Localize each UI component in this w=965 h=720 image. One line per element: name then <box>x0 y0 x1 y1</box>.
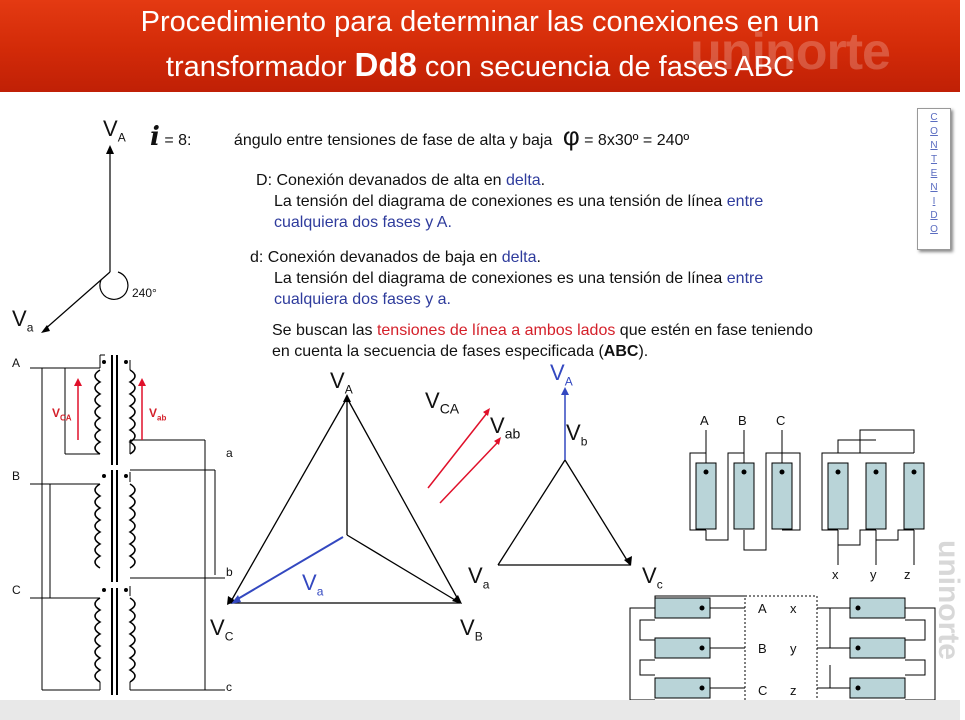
vca-red-arrow <box>428 413 487 488</box>
search-text: Se buscan las tensiones de línea a ambos lados que estén en fase teniendo en cuenta la secuencia de fases especificada (ABC). <box>272 322 813 360</box>
core-bottom-y: y <box>870 567 877 582</box>
vca-red-arrowhead <box>483 408 490 416</box>
lower-B: B <box>758 641 767 656</box>
core-coils <box>696 463 924 529</box>
delta-triangle <box>230 398 460 603</box>
vab-arrow-label: $V_{ab}$ <box>490 413 521 442</box>
lower-coils <box>655 598 905 698</box>
ref-va-upper-label: $V_A$ <box>103 116 126 145</box>
vab-coil-arrowhead <box>138 378 146 386</box>
star-va-label: $V_A$ <box>550 360 573 389</box>
phase-C-label: C <box>12 583 21 597</box>
vab-red-arrow <box>440 442 498 503</box>
triangle-vb-label: $V_B$ <box>460 615 483 644</box>
coil-dots <box>102 360 128 592</box>
core-top-A: A <box>700 413 709 428</box>
va-blue-phasor <box>236 537 343 600</box>
star-vc-label: $V_c$ <box>642 563 663 592</box>
side-watermark: uninorte <box>932 540 965 660</box>
delta-high-text: D: Conexión devanados de alta en delta. La tensión del diagrama de conexiones es una tensión de línea entre cualquiera dos fases y A. <box>256 172 764 231</box>
vca-coil-arrowhead <box>74 378 82 386</box>
dashed-box <box>745 596 817 704</box>
delta-low-text: d: Conexión devanados de baja en delta. La tensión del diagrama de conexiones es una tensión de línea entre cualquiera dos fases y a. <box>250 249 764 308</box>
phase-a-label: a <box>226 446 233 460</box>
vca-arrow-label: $V_{CA}$ <box>425 388 460 417</box>
core-top-B: B <box>738 413 747 428</box>
index-line: i = 8: ángulo entre tensiones de fase de alta y baja φ = 8x30º = 240º <box>150 121 690 152</box>
lower-x: x <box>790 601 797 616</box>
menu-letter: N <box>930 140 938 151</box>
title-bold-dd8: Dd8 <box>354 46 417 83</box>
star-diagram <box>498 460 630 565</box>
lower-z: z <box>790 683 797 698</box>
core-bottom-x: x <box>832 567 839 582</box>
phase-c-label: c <box>226 680 232 694</box>
triangle-vc-label: $V_C$ <box>210 615 234 644</box>
ref-va-lower-label: $V_a$ <box>12 306 34 335</box>
menu-letter: I <box>932 196 936 207</box>
menu-letter: D <box>930 210 938 221</box>
menu-letter: E <box>930 168 938 179</box>
reference-phasors <box>44 152 128 330</box>
title-line-1: Procedimiento para determinar las conexiones en un <box>140 6 820 38</box>
lower-C: C <box>758 683 768 698</box>
phi-symbol: φ <box>562 121 580 151</box>
core-top-C: C <box>776 413 786 428</box>
menu-letter: O <box>930 126 938 137</box>
triangle-va-label: $V_A$ <box>330 368 353 397</box>
triangle-va-blue-label: $V_a$ <box>302 570 324 599</box>
phase-A-label: A <box>12 356 21 370</box>
menu-letter: C <box>930 112 938 123</box>
uninorte-watermark: uninorte <box>690 23 890 81</box>
phase-b-label: b <box>226 565 233 579</box>
vab-coil-label: $V_{ab}$ <box>149 406 167 423</box>
menu-letter: T <box>930 154 938 165</box>
bottom-bar <box>0 700 960 720</box>
phase-B-label: B <box>12 469 21 483</box>
menu-letter: N <box>930 182 938 193</box>
i-symbol: i <box>150 122 160 152</box>
star-vb-label: $V_b$ <box>566 420 588 449</box>
vca-coil-label: $V_{CA}$ <box>52 406 72 423</box>
lower-A: A <box>758 601 767 616</box>
angle-label: 240° <box>132 286 157 300</box>
menu-letter: O <box>930 224 938 235</box>
core-bottom-z: z <box>904 567 911 582</box>
star-va-lower-label: $V_a$ <box>468 563 490 592</box>
title-line-2: transformador Dd8 con secuencia de fases ABC <box>165 46 795 83</box>
lower-y: y <box>790 641 797 656</box>
